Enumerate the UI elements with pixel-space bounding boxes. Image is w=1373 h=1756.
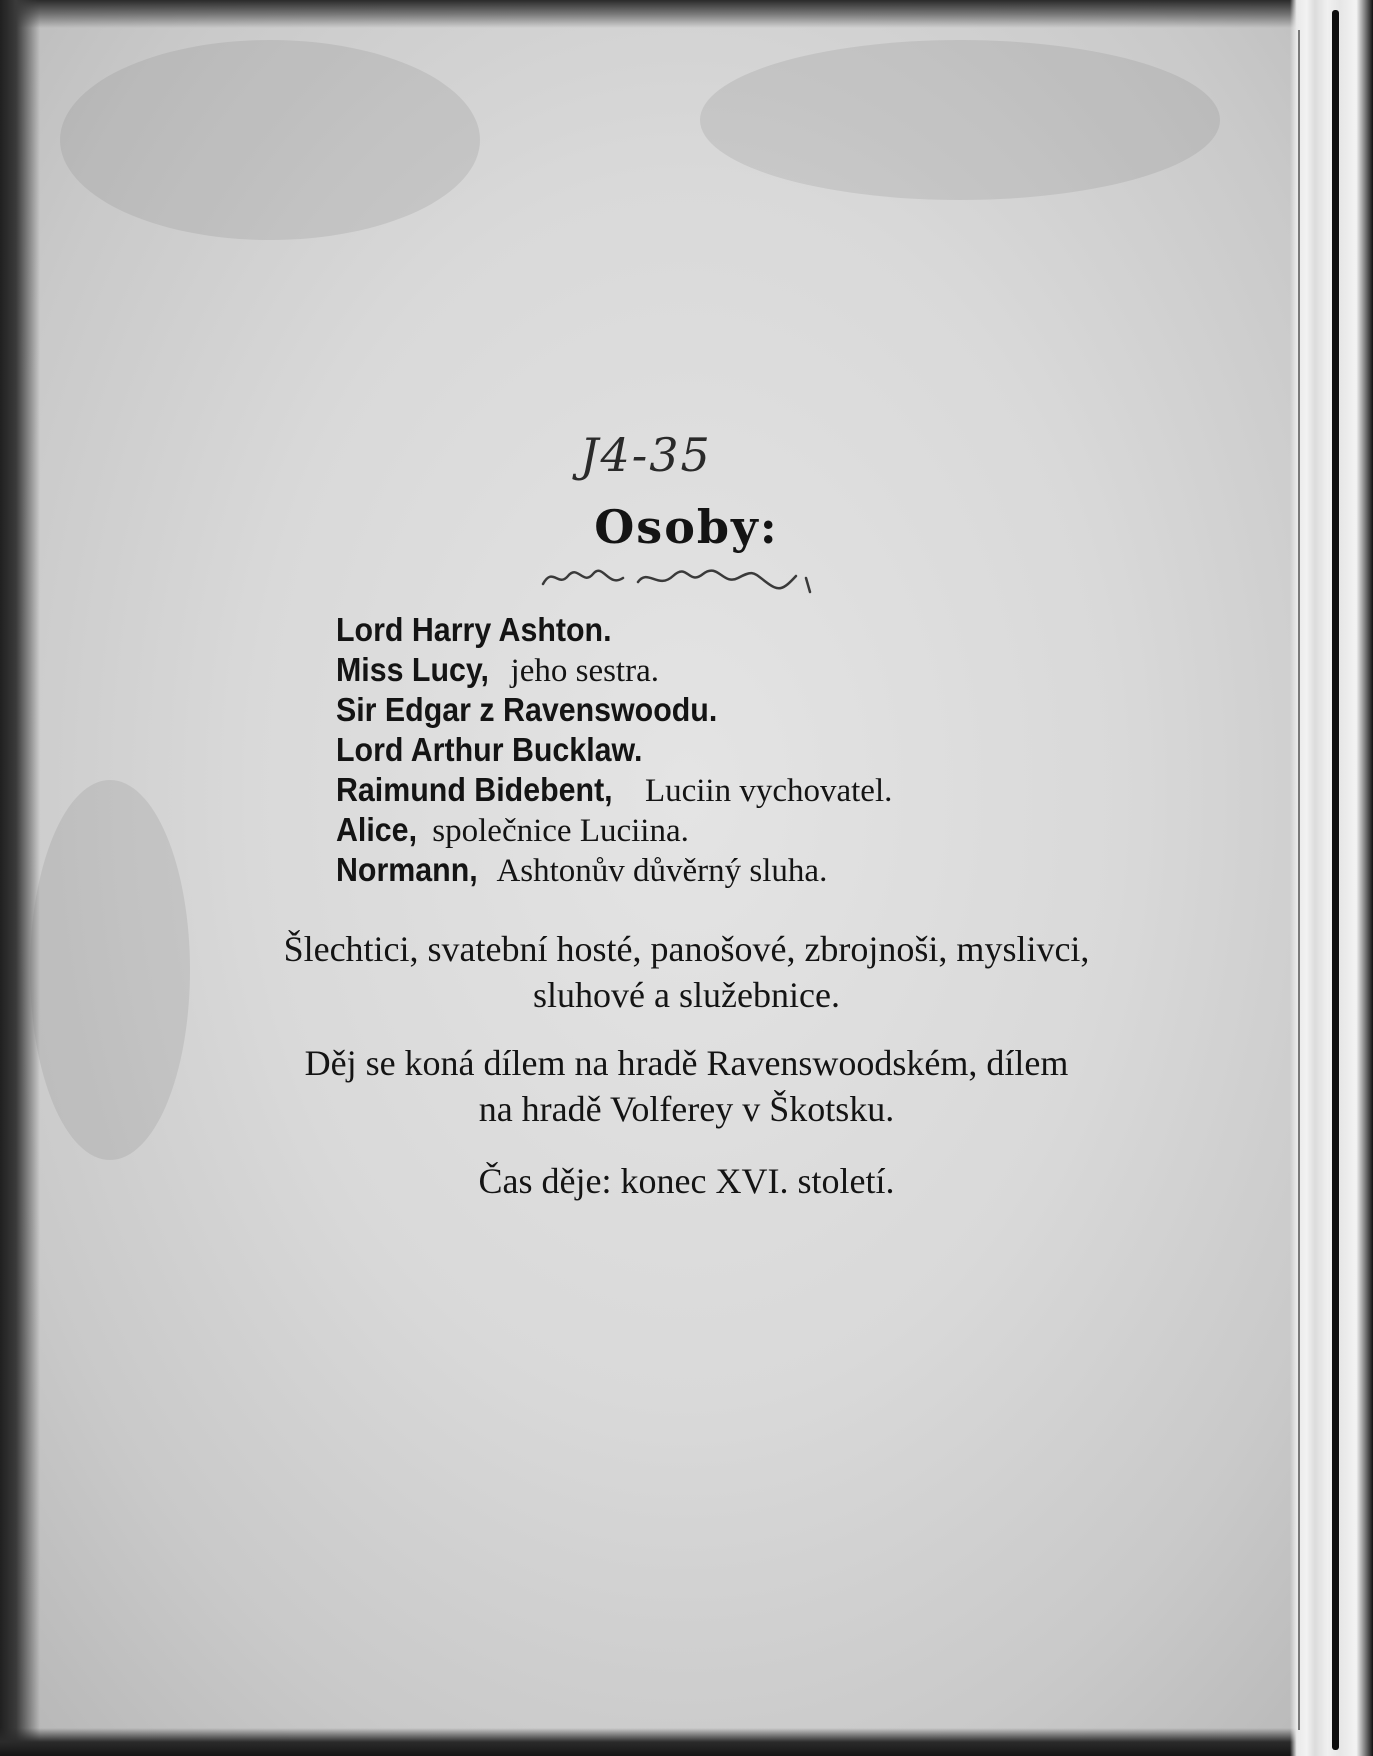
time-paragraph xyxy=(200,1158,1173,1204)
cast-list xyxy=(336,610,892,890)
cast-item xyxy=(336,650,892,690)
setting-line: Děj se koná dílem na hradě Ravenswoodském, dílem xyxy=(304,1043,1069,1083)
pencil-annotation: J4-35 xyxy=(580,428,712,482)
cast-item xyxy=(336,850,892,890)
cast-name: Sir Edgar z Ravenswoodu. xyxy=(336,691,718,728)
ensemble-paragraph xyxy=(200,926,1173,1018)
cast-name: Raimund Bidebent, xyxy=(336,771,613,808)
cast-description: společnice Luciina. xyxy=(424,813,689,849)
handwritten-scribble xyxy=(538,556,838,596)
cast-item xyxy=(336,730,892,770)
cast-item xyxy=(336,770,892,810)
time-line: Čas děje: konec XVI. století. xyxy=(478,1161,895,1201)
setting-paragraph xyxy=(200,1040,1173,1132)
ensemble-line: Šlechtici, svatební hosté, panošové, zbrojnoši, myslivci, xyxy=(283,929,1090,969)
cast-description: Luciin vychovatel. xyxy=(636,773,893,809)
setting-line: na hradě Volferey v Škotsku. xyxy=(478,1089,895,1129)
cast-item xyxy=(336,690,892,730)
cast-description: Ashtonův důvěrný sluha. xyxy=(490,853,828,889)
page-title: Osoby: xyxy=(594,500,779,554)
cast-name: Alice, xyxy=(336,811,418,848)
ensemble-line: sluhové a služebnice. xyxy=(533,975,840,1015)
cast-description: jeho sestra. xyxy=(502,653,659,689)
cast-name: Lord Harry Ashton. xyxy=(336,611,612,648)
cast-item xyxy=(336,810,892,850)
cast-name: Lord Arthur Bucklaw. xyxy=(336,731,643,768)
cast-name: Miss Lucy, xyxy=(336,651,489,688)
cast-item xyxy=(336,610,892,650)
cast-name: Normann, xyxy=(336,851,478,888)
